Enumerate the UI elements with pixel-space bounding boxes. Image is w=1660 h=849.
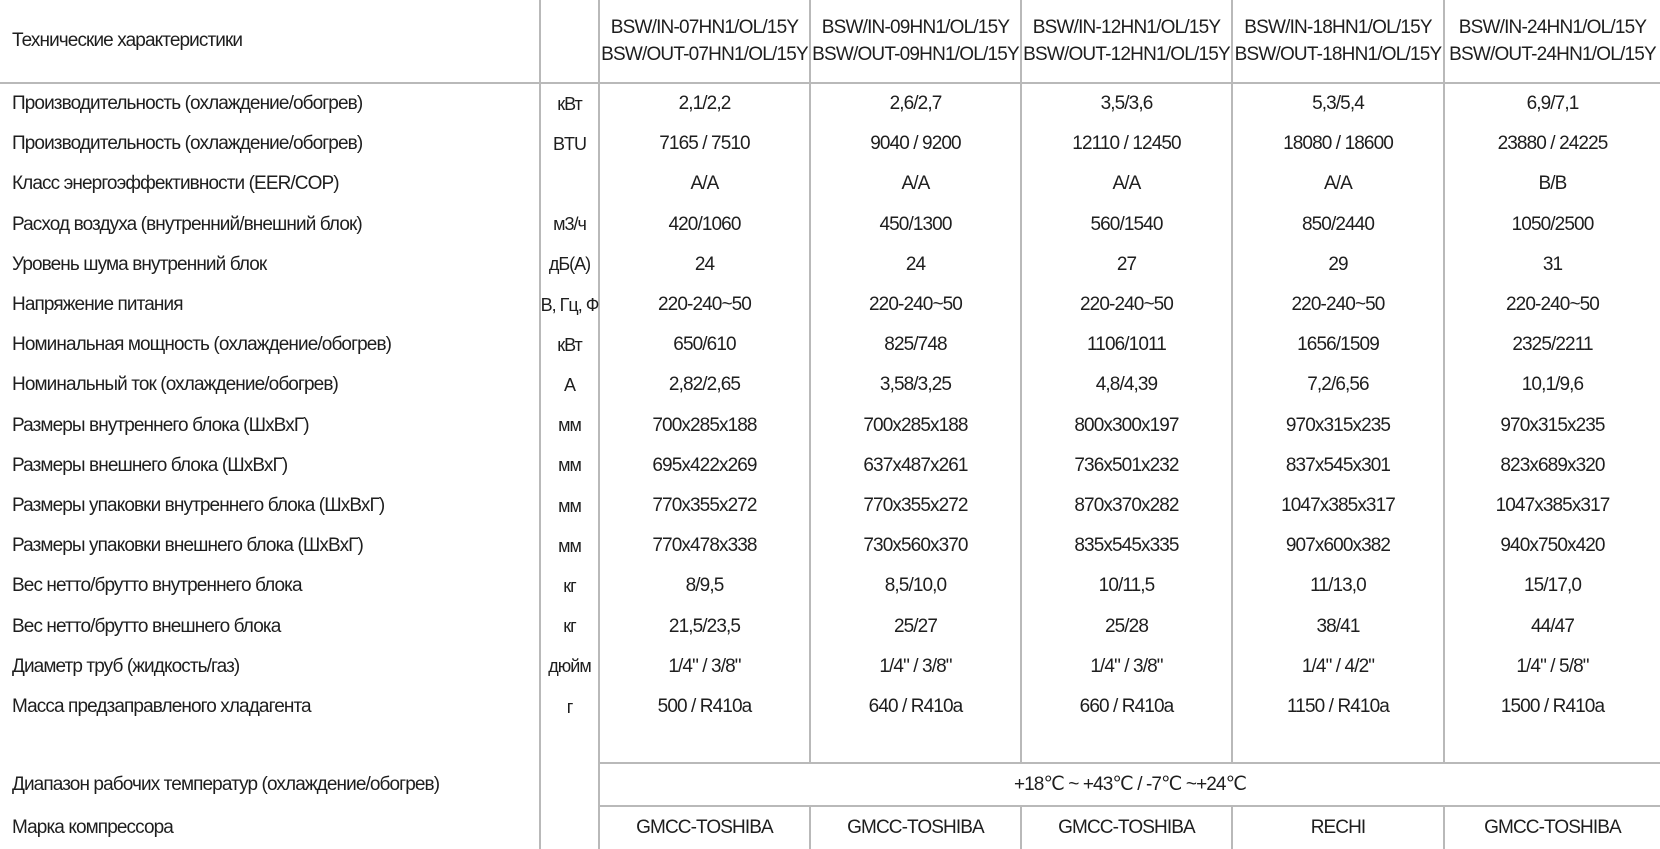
row-value: A/A: [1112, 173, 1141, 195]
model-indoor: BSW/IN-09HN1/OL/15Y: [821, 17, 1010, 38]
row-value: 1106/1011: [1087, 334, 1166, 356]
row-unit: м3/ч: [553, 214, 586, 235]
row-label: Размеры упаковки внешнего блока (ШхВхГ): [12, 535, 363, 557]
row-unit: мм: [558, 415, 581, 436]
compressor-value: GMCC-TOSHIBA: [636, 817, 773, 838]
row-value: 2,6/2,7: [889, 93, 942, 115]
row-value: 25/27: [893, 615, 938, 637]
model-header-5: [1445, 0, 1660, 82]
row-value: 24: [694, 253, 715, 275]
row-value: A/A: [690, 173, 719, 195]
temp-row-value: +18℃ ~ +43℃ / -7℃ ~+24℃: [1013, 774, 1247, 795]
row-value: 1/4" / 3/8": [1090, 655, 1163, 677]
row-unit: [541, 164, 598, 204]
row-unit: мм: [558, 495, 581, 516]
row-value: 640 / R410a: [868, 696, 963, 718]
row-unit: кВт: [557, 334, 582, 355]
row-label: Номинальная мощность (охлаждение/обогрев): [12, 334, 392, 356]
row-value: 650/610: [673, 334, 736, 356]
row-label: Вес нетто/брутто внутреннего блока: [12, 575, 302, 597]
row-value: 1150 / R410a: [1287, 696, 1389, 718]
row-unit: BTU: [553, 133, 586, 154]
row-value: 23880 / 24225: [1497, 133, 1608, 155]
row-value: 9040 / 9200: [870, 133, 961, 155]
header-label: Технические характеристики: [12, 30, 243, 51]
row-value: 1/4" / 4/2": [1301, 655, 1375, 677]
compressor-value: GMCC-TOSHIBA: [847, 817, 984, 838]
row-value: 38/41: [1316, 615, 1360, 637]
row-value: 835x545x335: [1074, 535, 1179, 557]
row-value: 970x315x235: [1285, 414, 1391, 436]
row-value: 500 / R410a: [657, 696, 752, 718]
row-value: 31: [1542, 253, 1563, 275]
row-label: Размеры упаковки внутреннего блока (ШхВхГ): [12, 495, 385, 517]
row-value: 5,3/5,4: [1312, 93, 1364, 115]
row-label: Вес нетто/брутто внешнего блока: [12, 615, 281, 637]
compressor-value: GMCC-TOSHIBA: [1484, 817, 1621, 838]
row-value: 907x600x382: [1285, 535, 1391, 557]
model-indoor: BSW/IN-12HN1/OL/15Y: [1032, 17, 1221, 38]
compressor-value: GMCC-TOSHIBA: [1058, 817, 1195, 838]
model-outdoor: BSW/OUT-07HN1/OL/15Y: [601, 44, 808, 65]
row-label: Уровень шума внутренний блок: [12, 253, 267, 275]
row-value: 1050/2500: [1511, 213, 1594, 235]
compressor-value: RECHI: [1310, 817, 1366, 838]
model-indoor: BSW/IN-07HN1/OL/15Y: [610, 17, 799, 38]
row-label: Напряжение питания: [12, 294, 183, 316]
row-value: 2,1/2,2: [678, 93, 731, 115]
row-value: 660 / R410a: [1079, 696, 1174, 718]
model-indoor: BSW/IN-24HN1/OL/15Y: [1458, 17, 1647, 38]
row-value: 10,1/9,6: [1521, 374, 1584, 396]
row-value: 18080 / 18600: [1283, 133, 1393, 155]
row-unit: г: [566, 696, 573, 717]
row-value: 870x370x282: [1074, 495, 1179, 517]
row-value: 770x478x338: [652, 535, 757, 557]
row-value: A/A: [1324, 173, 1352, 195]
row-value: 700x285x188: [652, 414, 757, 436]
row-value: B/B: [1538, 173, 1567, 195]
row-value: 6,9/7,1: [1526, 93, 1579, 115]
row-label: Производительность (охлаждение/обогрев): [12, 133, 363, 155]
row-value: 220-240~50: [869, 294, 962, 316]
row-value: 21,5/23,5: [668, 615, 741, 637]
row-value: 3,58/3,25: [879, 374, 952, 396]
model-outdoor: BSW/OUT-09HN1/OL/15Y: [812, 44, 1019, 65]
row-value: 825/748: [884, 334, 947, 356]
row-unit: А: [563, 374, 575, 395]
row-value: 1047x385x317: [1495, 495, 1610, 517]
row-unit: дюйм: [548, 656, 591, 677]
row-value: 220-240~50: [1080, 294, 1173, 316]
temp-row-label: Диапазон рабочих температур (охлаждение/обогрев): [12, 773, 440, 795]
row-value: 850/2440: [1301, 213, 1375, 235]
row-value: 736x501x232: [1074, 454, 1179, 476]
row-label: Номинальный ток (охлаждение/обогрев): [12, 374, 338, 396]
row-label: Размеры внешнего блока (ШхВхГ): [12, 454, 288, 476]
row-value: 800x300x197: [1074, 414, 1179, 436]
row-value: 1/4" / 5/8": [1516, 655, 1589, 677]
row-value: 24: [905, 253, 926, 275]
row-unit: мм: [558, 455, 581, 476]
model-outdoor: BSW/OUT-12HN1/OL/15Y: [1023, 44, 1230, 65]
row-value: 7165 / 7510: [659, 133, 750, 155]
row-value: 3,5/3,6: [1100, 93, 1153, 115]
row-value: 970x315x235: [1500, 414, 1605, 436]
row-value: 27: [1116, 253, 1137, 275]
compressor-row-label: Марка компрессора: [12, 817, 173, 838]
row-unit: В, Гц, Ф: [540, 294, 599, 315]
row-value: 730x560x370: [863, 535, 968, 557]
row-value: 12110 / 12450: [1072, 133, 1181, 155]
row-value: 1500 / R410a: [1500, 696, 1605, 718]
row-value: 1047x385x317: [1281, 495, 1395, 517]
row-value: 823x689x320: [1500, 454, 1605, 476]
row-value: 1/4" / 3/8": [668, 655, 741, 677]
row-value: 25/28: [1104, 615, 1149, 637]
row-value: 220-240~50: [1291, 294, 1385, 316]
row-value: A/A: [901, 173, 930, 195]
row-value: 700x285x188: [863, 414, 968, 436]
row-label: Размеры внутреннего блока (ШхВхГ): [12, 414, 309, 436]
row-value: 10/11,5: [1098, 575, 1155, 597]
row-label: Масса предзаправленого хладагента: [12, 696, 311, 718]
row-label: Диаметр труб (жидкость/газ): [12, 655, 240, 677]
row-value: 4,8/4,39: [1095, 374, 1158, 396]
model-header-3: [1022, 0, 1231, 82]
row-value: 44/47: [1530, 615, 1575, 637]
row-unit: мм: [558, 535, 581, 556]
model-header-4: [1233, 0, 1443, 82]
row-value: 1/4" / 3/8": [879, 655, 952, 677]
row-value: 220-240~50: [658, 294, 751, 316]
model-header-2: [811, 0, 1020, 82]
model-outdoor: BSW/OUT-24HN1/OL/15Y: [1449, 44, 1656, 65]
row-value: 220-240~50: [1506, 294, 1599, 316]
row-value: 450/1300: [879, 213, 952, 235]
row-value: 770x355x272: [863, 495, 968, 517]
row-value: 695x422x269: [652, 454, 757, 476]
row-label: Расход воздуха (внутренний/внешний блок): [12, 213, 362, 235]
row-value: 770x355x272: [652, 495, 757, 517]
row-value: 7,2/6,56: [1307, 374, 1369, 396]
row-value: 29: [1328, 253, 1348, 275]
row-value: 940x750x420: [1500, 535, 1605, 557]
row-value: 420/1060: [668, 213, 741, 235]
row-label: Класс энергоэффективности (EER/COP): [12, 173, 339, 195]
row-value: 637x487x261: [863, 454, 968, 476]
row-unit: дБ(А): [548, 254, 591, 275]
row-value: 11/13,0: [1310, 575, 1366, 597]
row-unit: кг: [563, 616, 576, 637]
row-value: 1656/1509: [1297, 334, 1379, 356]
row-value: 8,5/10,0: [884, 575, 947, 597]
row-value: 8/9,5: [685, 575, 724, 597]
model-header-1: [600, 0, 809, 82]
row-value: 2325/2211: [1512, 334, 1593, 356]
row-value: 837x545x301: [1285, 454, 1391, 476]
row-unit: кг: [563, 575, 576, 596]
row-value: 15/17,0: [1523, 575, 1582, 597]
model-indoor: BSW/IN-18HN1/OL/15Y: [1244, 17, 1432, 38]
model-outdoor: BSW/OUT-18HN1/OL/15Y: [1234, 44, 1442, 65]
row-unit: кВт: [557, 93, 582, 114]
row-value: 2,82/2,65: [668, 374, 741, 396]
row-value: 560/1540: [1090, 213, 1163, 235]
row-label: Производительность (охлаждение/обогрев): [12, 93, 363, 115]
